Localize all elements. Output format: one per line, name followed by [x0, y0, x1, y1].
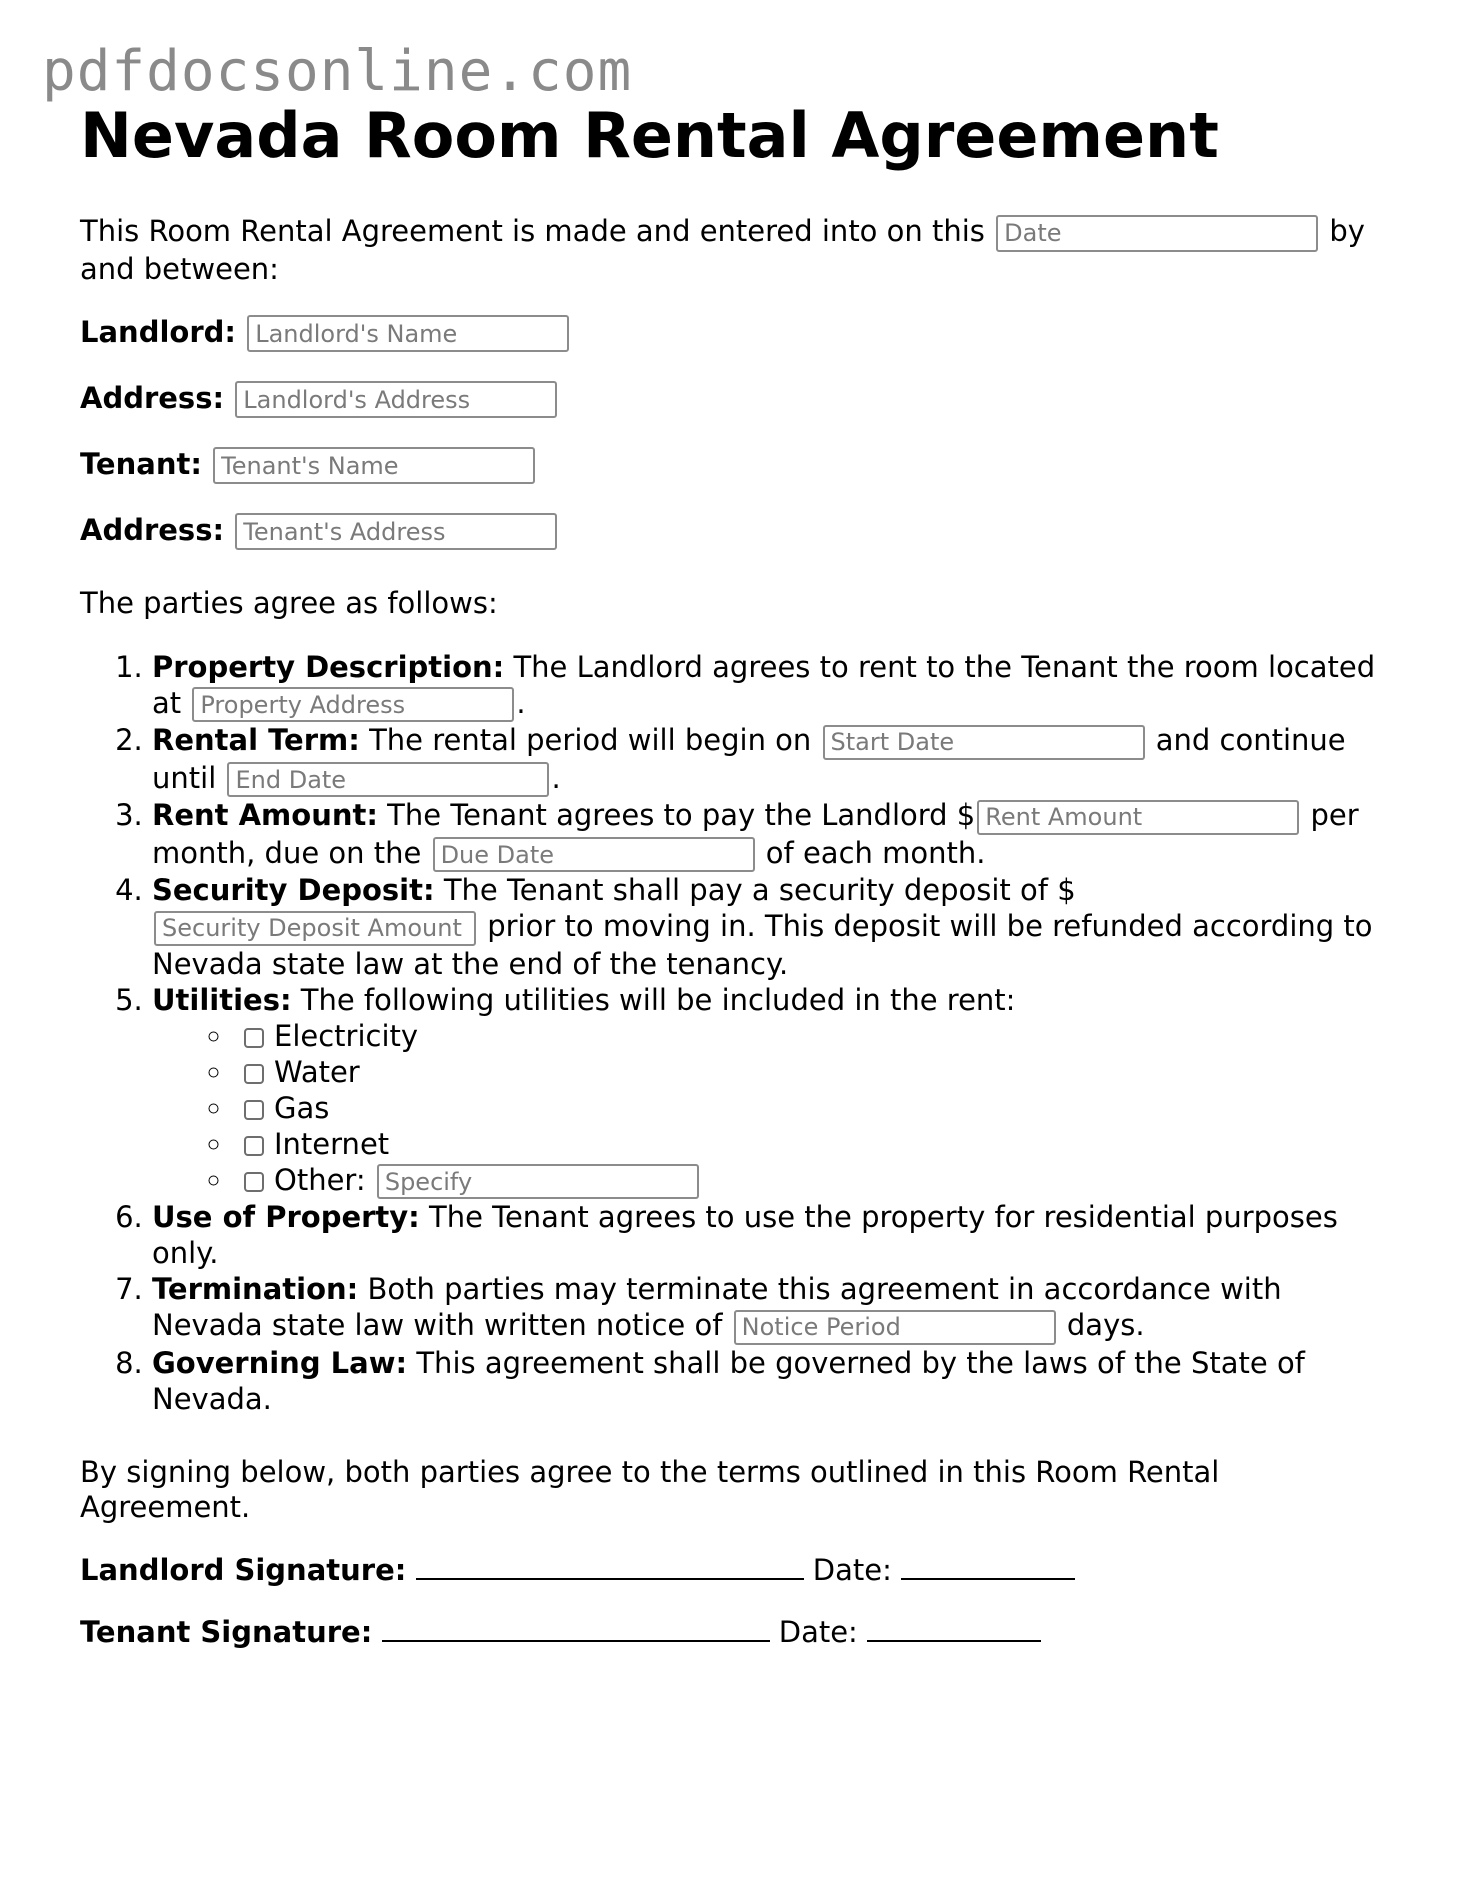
watermark: pdfdocsonline.com	[42, 39, 633, 104]
intro-text-before: This Room Rental Agreement is made and entered into on this	[80, 214, 985, 248]
term-termination	[152, 1271, 1380, 1345]
closing-paragraph: By signing below, both parties agree to the terms outlined in this Room Rental Agreement.	[80, 1454, 1220, 1524]
tenant-signature-row	[80, 1615, 1380, 1650]
term-end: prior to moving in. This deposit will be refunded according to Nevada state law at the end of the tenancy.	[152, 909, 1373, 981]
landlord-address-row	[80, 381, 1380, 418]
other-checkbox[interactable]	[244, 1172, 264, 1192]
intro-paragraph	[80, 214, 1380, 287]
landlord-label: Landlord:	[80, 314, 236, 349]
start-date-field[interactable]	[823, 725, 1145, 760]
term-rental-term	[152, 722, 1380, 797]
document-title: Nevada Room Rental Agreement	[80, 99, 1219, 172]
tenant-signature-label: Tenant Signature:	[80, 1614, 373, 1649]
gas-checkbox[interactable]	[244, 1100, 264, 1120]
term-heading: Rent Amount:	[152, 798, 378, 832]
landlord-signature-label: Landlord Signature:	[80, 1552, 407, 1587]
utility-label: Electricity	[274, 1018, 419, 1053]
term-heading: Termination:	[152, 1272, 359, 1306]
landlord-signature-line[interactable]	[416, 1577, 804, 1580]
tenant-label: Tenant:	[80, 446, 202, 481]
utility-internet	[234, 1126, 1380, 1162]
landlord-signature-row	[80, 1553, 1380, 1588]
property-address-field[interactable]	[192, 687, 514, 722]
tenant-address-field[interactable]	[235, 513, 557, 550]
term-end: of each month.	[765, 835, 986, 870]
term-text: Both parties may terminate this agreement in accordance with Nevada state law with written notice of	[152, 1272, 1282, 1342]
landlord-name-row	[80, 315, 1380, 352]
date-label: Date:	[812, 1552, 892, 1587]
term-security-deposit	[152, 872, 1380, 982]
utilities-list	[152, 1018, 1380, 1200]
term-heading: Utilities:	[152, 982, 292, 1017]
term-text: This agreement shall be governed by the laws of the State of Nevada.	[152, 1345, 1305, 1416]
term-text: The Landlord agrees to rent to the Tenant the room located at	[152, 649, 1376, 720]
term-text: The Tenant agrees to pay the Landlord $	[387, 798, 976, 832]
term-text: The Tenant shall pay a security deposit of $	[443, 873, 1076, 907]
parties-agree-text: The parties agree as follows:	[80, 585, 498, 620]
utility-electricity	[234, 1018, 1380, 1054]
term-utilities	[152, 982, 1380, 1200]
utility-water	[234, 1054, 1380, 1090]
term-text: The rental period will begin on	[369, 723, 812, 757]
due-date-field[interactable]	[433, 837, 755, 872]
other-utility-field[interactable]	[377, 1164, 699, 1199]
tenant-signature-line[interactable]	[382, 1639, 770, 1642]
term-heading: Rental Term:	[152, 723, 360, 757]
rent-amount-field[interactable]	[977, 800, 1299, 835]
terms-list	[80, 649, 1380, 1417]
intro-text-after: by and between:	[80, 214, 1365, 286]
utility-label: Gas	[274, 1090, 330, 1125]
security-deposit-field[interactable]	[154, 911, 476, 946]
landlord-name-field[interactable]	[247, 315, 569, 352]
term-middle: per month, due on the	[152, 798, 1359, 870]
utility-label: Water	[274, 1054, 360, 1089]
term-end: .	[551, 760, 561, 795]
term-heading: Use of Property:	[152, 1200, 420, 1234]
term-end: days.	[1066, 1308, 1145, 1342]
internet-checkbox[interactable]	[244, 1136, 264, 1156]
term-governing-law	[152, 1345, 1380, 1417]
term-use-of-property	[152, 1199, 1380, 1271]
tenant-date-line[interactable]	[867, 1639, 1041, 1642]
water-checkbox[interactable]	[244, 1064, 264, 1084]
term-text: The following utilities will be included in the rent:	[300, 982, 1016, 1017]
landlord-address-label: Address:	[80, 380, 225, 415]
utility-label: Internet	[274, 1126, 390, 1161]
landlord-date-line[interactable]	[901, 1577, 1075, 1580]
term-heading: Security Deposit:	[152, 873, 435, 907]
term-property-description	[152, 649, 1380, 723]
tenant-address-label: Address:	[80, 512, 225, 547]
utility-gas	[234, 1090, 1380, 1126]
term-text: The Tenant agrees to use the property for residential purposes only.	[152, 1200, 1338, 1270]
tenant-name-row	[80, 447, 1380, 484]
landlord-address-field[interactable]	[235, 381, 557, 418]
term-rent-amount	[152, 797, 1380, 872]
utility-other	[234, 1162, 1380, 1200]
agreement-date-field[interactable]	[996, 215, 1318, 252]
notice-period-field[interactable]	[734, 1310, 1056, 1345]
tenant-address-row	[80, 513, 1380, 550]
term-heading: Governing Law:	[152, 1345, 408, 1380]
electricity-checkbox[interactable]	[244, 1028, 264, 1048]
term-heading: Property Description:	[152, 649, 505, 684]
term-end: .	[516, 685, 526, 720]
tenant-name-field[interactable]	[213, 447, 535, 484]
utility-label: Other:	[274, 1162, 366, 1197]
document-body	[80, 98, 1380, 1677]
term-middle: and continue until	[152, 723, 1346, 795]
date-label: Date:	[778, 1614, 858, 1649]
end-date-field[interactable]	[227, 762, 549, 797]
